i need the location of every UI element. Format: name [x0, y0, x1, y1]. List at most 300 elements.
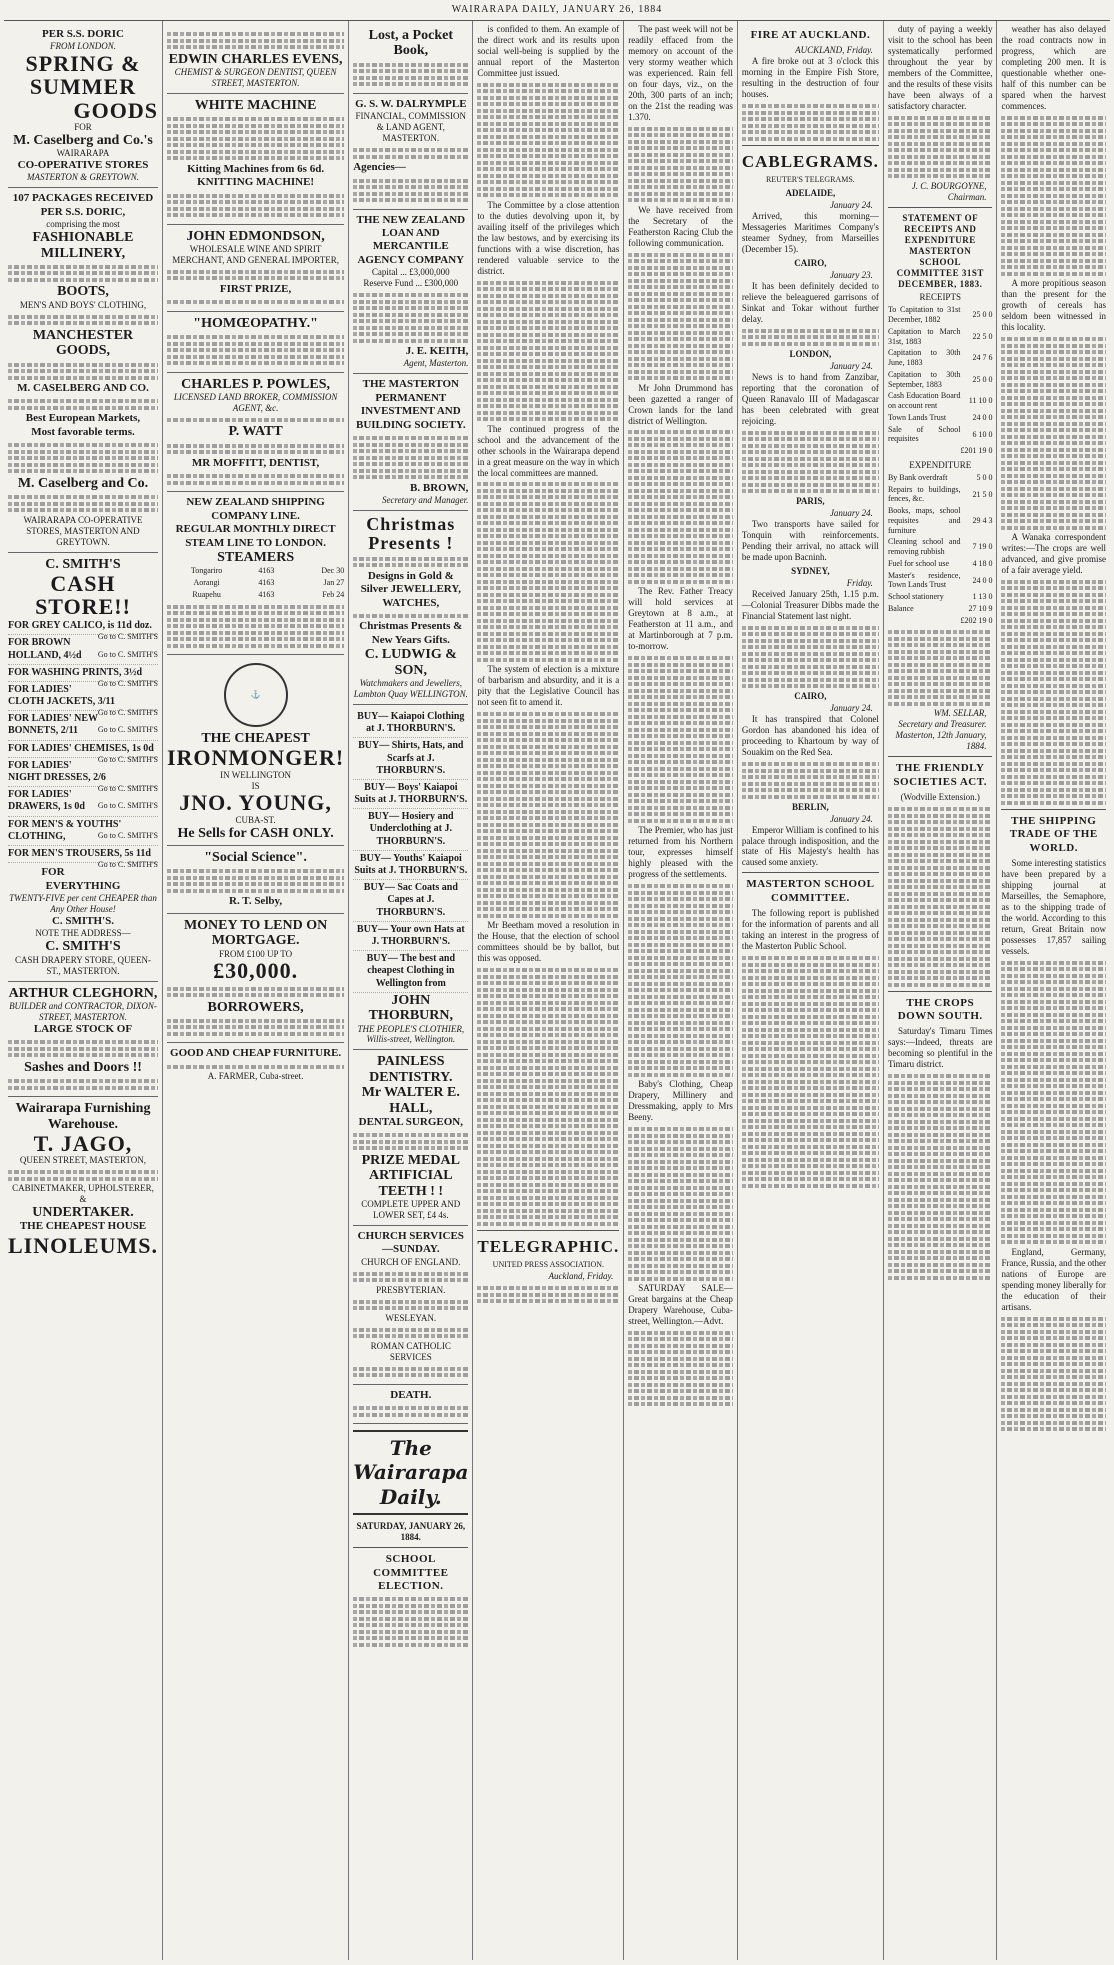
- text-block: [353, 436, 468, 479]
- evens-ad: [167, 24, 344, 94]
- text-block: [628, 1331, 733, 1407]
- smith-items: [8, 618, 158, 870]
- church-name: ROMAN CATHOLIC SERVICES: [370, 1340, 451, 1362]
- smith-item: FOR WASHING PRINTS, 3½d Go to C. SMITH'S: [8, 666, 158, 688]
- evens-sub: CHEMIST & SURGEON DENTIST, QUEEN STREET, MASTERTON.: [174, 66, 337, 88]
- powles-name: CHARLES P. POWLES,: [181, 376, 331, 392]
- text-block: [628, 253, 733, 381]
- text-block: [167, 869, 344, 893]
- edmondson-name: JOHN EDMONDSON,: [186, 228, 325, 244]
- dateline: AUCKLAND, Friday.: [795, 45, 873, 56]
- moffitt-name: MR MOFFITT, DENTIST,: [191, 456, 320, 469]
- permanent-ad: [353, 374, 468, 511]
- expenditure-table: [888, 472, 993, 627]
- ship-title: PER S.S. DORIC: [42, 28, 124, 40]
- column-1: [4, 21, 163, 1960]
- dateline: January 23.: [829, 270, 873, 281]
- text-block: [888, 116, 993, 179]
- manchester-heading: MANCHESTER GOODS,: [32, 327, 134, 359]
- article-paragraph: The Premier, who has just returned from his Northern tour, expresses himself highly pleased with the progress of the settlements.: [628, 825, 733, 880]
- cash-store-heading: CASH STORE!!: [35, 570, 131, 620]
- fashionable-heading: FASHIONABLE MILLINERY,: [32, 230, 134, 261]
- cheapest-heading: THE CHEAPEST: [201, 731, 310, 747]
- white-machine: WHITE MACHINE: [194, 97, 317, 113]
- brown-sub: Secretary and Manager.: [382, 494, 469, 505]
- text-block: [167, 270, 344, 281]
- text-block: [888, 1074, 993, 1280]
- article-paragraph: duty of paying a weekly visit to the school has been systematically performed throughout the year by members of the Committee, and the results of these visits have been always of a satisfactory character.: [887, 24, 993, 111]
- church-heading: CHURCH SERVICES—SUNDAY.: [357, 1230, 464, 1256]
- paper-masthead: [353, 1430, 468, 1515]
- article-paragraph: Mr Beetham moved a resolution in the House, that the election of school committees should be by ballot, but this was opposed.: [477, 920, 620, 964]
- divider: [888, 207, 993, 208]
- edmondson-sub: WHOLESALE WINE AND SPIRIT MERCHANT, AND GENERAL IMPORTER,: [172, 243, 339, 265]
- buy-line: BUY— Youths' Kaiapoi Suits at J. THORBURN'S.: [353, 851, 468, 880]
- novelties-line: Designs in Gold & Silver JEWELLERY, WATCHES,: [360, 569, 462, 609]
- table-row: [888, 615, 993, 627]
- church-name: PRESBYTERIAN.: [376, 1284, 446, 1295]
- sellar-sub: Secretary and Treasurer. Masterton, 12th January, 1884.: [895, 719, 987, 752]
- text-block: [8, 265, 158, 282]
- favorable-terms: Most favorable terms.: [31, 425, 135, 438]
- prize-medal: PRIZE MEDAL ARTIFICIAL TEETH ! !: [361, 1152, 460, 1199]
- text-block: [477, 482, 619, 662]
- sellar-name: WM. SELLAR,: [933, 708, 987, 719]
- article-paragraph: is confided to them. An example of the direct work and its results upon social well-being is supplied by the annual report of the Masterton Committee just issued.: [477, 24, 620, 78]
- text-block: [167, 32, 344, 49]
- thorburn-sub: THE PEOPLE'S CLOTHIER, Willis-street, Wellington.: [357, 1023, 465, 1045]
- homoeopathy-ad: [167, 312, 344, 373]
- steamers-heading: STEAMERS: [217, 549, 295, 565]
- boots-heading: BOOTS,: [57, 284, 109, 300]
- christmas-ad: [353, 511, 468, 705]
- text-block: [1001, 580, 1106, 805]
- cable-place: ADELAIDE,: [785, 188, 836, 199]
- divider: [353, 1547, 468, 1548]
- text-block: [742, 104, 879, 141]
- cable-place: BERLIN,: [792, 801, 829, 812]
- dateline: Friday.: [846, 577, 873, 588]
- text-block: [742, 762, 879, 799]
- text-block: [353, 1328, 468, 1339]
- homoeopathy-heading: "HOMŒOPATHY.": [193, 315, 318, 331]
- smith-item: FOR LADIES' NEW BONNETS, 2/11 Go to C. SMITH'S: [8, 711, 158, 740]
- packages-ad: [8, 188, 158, 552]
- divider: [888, 991, 993, 992]
- text-block: [742, 956, 879, 1188]
- article-paragraph: A Wanaka correspondent writes:—The crops are well advanced, and give promise of a fair average yield.: [1001, 532, 1106, 575]
- death-heading: DEATH.: [390, 1388, 432, 1401]
- boots-sub: MEN'S AND BOYS' CLOTHING,: [19, 299, 147, 310]
- text-block: [167, 335, 344, 365]
- article-paragraph: A fire broke out at 3 o'clock this morning in the Empire Fish Store, resulting in the destruction of four houses.: [741, 56, 879, 100]
- caselberg-co-3-sub: WAIRARAPA CO-OPERATIVE STORES, MASTERTON AND GREYTOWN.: [23, 514, 143, 547]
- text-block: [353, 293, 468, 343]
- expend-head: EXPENDITURE: [909, 459, 972, 470]
- text-block: [1001, 1317, 1106, 1432]
- steamship-title: NEW ZEALAND SHIPPING COMPANY LINE.: [186, 496, 325, 522]
- church-name: WESLEYAN.: [385, 1312, 437, 1323]
- keith-name: J. E. KEITH,: [405, 345, 469, 358]
- divider: [888, 756, 993, 757]
- table-row: Books, maps, school requisites and furniture 29 4 3: [887, 506, 993, 535]
- smith-item: FOR LADIES' CHEMISES, 1s 0d Go to C. SMITH'S: [8, 742, 158, 764]
- everything-label: FOR EVERYTHING: [41, 866, 121, 892]
- text-block: [353, 557, 468, 568]
- cuba-st: CUBA-ST.: [235, 814, 276, 825]
- furniture-heading: GOOD AND CHEAP FURNITURE.: [170, 1047, 342, 1060]
- table-row: Tongariro 4163 Dec 30: [190, 566, 345, 576]
- smith-name-3: C. SMITH'S: [45, 939, 121, 955]
- death-notice: [353, 1385, 468, 1424]
- text-block: [888, 807, 993, 987]
- telegraph-heading: TELEGRAPHIC.: [477, 1236, 620, 1256]
- cooperative-label: CO-OPERATIVE STORES: [17, 158, 149, 171]
- expend-total: £202 19 0: [960, 615, 993, 625]
- smith-item: FOR LADIES' CLOTH JACKETS, 3/11 Go to C. SMITH'S: [8, 683, 158, 718]
- sailings-table: [167, 565, 344, 600]
- receipts-head: RECEIPTS: [919, 292, 961, 303]
- thorburn-name: JOHN THORBURN,: [368, 992, 453, 1024]
- article-paragraph: The system of election is a mixture of barbarism and absurdity, and it is a pity that the Legislative Council has not seen fit to amend it.: [477, 664, 620, 708]
- text-block: [167, 474, 344, 485]
- text-block: [167, 444, 344, 455]
- election-heading: SCHOOL COMMITTEE ELECTION.: [373, 1553, 449, 1592]
- cable-place: CAIRO,: [794, 258, 827, 269]
- note-address: NOTE THE ADDRESS—: [35, 928, 131, 939]
- column-8: [997, 21, 1110, 1960]
- text-block: [742, 626, 879, 689]
- christmas-heading: Christmas Presents !: [366, 513, 456, 553]
- dalrymple-ad: [353, 94, 468, 210]
- article-paragraph: England, Germany, France, Russia, and the other nations of Europe are spending money liberally for the education of their artisans.: [1001, 1246, 1106, 1312]
- ironmonger-heading: IRONMONGER!: [166, 745, 345, 771]
- article-paragraph: SATURDAY SALE—Great bargains at the Cheap Drapery Warehouse, Cuba-street, Wellington.—Advt.: [628, 1283, 733, 1326]
- table-row: Capitation to 30th September, 1883 25 0 0: [887, 369, 993, 389]
- text-block: [353, 1597, 468, 1647]
- telegraph-sub: UNITED PRESS ASSOCIATION.: [492, 1260, 605, 1270]
- text-block: [167, 300, 344, 304]
- crops-heading: THE CROPS DOWN SOUTH.: [897, 996, 983, 1022]
- wairarapa-label: WAIRARAPA: [56, 148, 110, 159]
- article-paragraph: The following report is published for the information of parents and all taking an interest in the progress of the Masterton Public School.: [741, 908, 879, 952]
- table-row: Sale of School requisites 6 10 0: [887, 424, 993, 444]
- furnishing-heading: Wairarapa Furnishing Warehouse.: [15, 1101, 151, 1132]
- masterton-committee-heading: MASTERTON SCHOOL COMMITTEE.: [746, 878, 875, 904]
- text-block: [353, 179, 468, 203]
- social-science-ad: [167, 846, 344, 914]
- cable-place: LONDON,: [789, 348, 832, 359]
- powles-ad: [167, 373, 344, 493]
- amount-label: £30,000.: [213, 958, 299, 984]
- cable-place: SYDNEY,: [791, 565, 830, 576]
- text-block: [477, 83, 619, 198]
- text-block: [167, 987, 344, 998]
- ironmonger-ad: [167, 655, 344, 846]
- text-block: [8, 363, 158, 380]
- painless-heading: PAINLESS DENTISTRY.: [369, 1054, 453, 1085]
- cable-text: Two transports have sailed for Tonquin with reinforcements. Pending their arrival, no attack will be made upon Bacninh.: [741, 519, 879, 562]
- divider: [742, 872, 879, 873]
- church-name: CHURCH OF ENGLAND.: [361, 1256, 461, 1267]
- text-block: [1001, 337, 1106, 530]
- article-paragraph: Some interesting statistics have been prepared by a shipping journal at Marseilles, the Semaphore, as to the shipping trade of the world. According to this return, Great Britain now possesses 17,857 sailing vessels.: [1001, 858, 1106, 956]
- ludwig-sub: Watchmakers and Jewellers, Lambton Quay WELLINGTON.: [353, 678, 468, 699]
- article-paragraph: A more propitious season than the present for the growth of cereals has seldom been witnessed in this locality.: [1001, 278, 1106, 333]
- smith-item: FOR BROWN HOLLAND, 4½d Go to C. SMITH'S: [8, 635, 158, 664]
- edmondson-ad: [167, 225, 344, 312]
- text-block: [8, 443, 158, 473]
- jago-ad: [8, 1097, 158, 1261]
- new-years-line: Christmas Presents & New Years Gifts.: [359, 620, 463, 646]
- signature: J. C. BOURGOYNE, Chairman.: [911, 180, 987, 202]
- table-row: Ruapehu 4163 Feb 24: [192, 589, 345, 599]
- drapery-store: CASH DRAPERY STORE, QUEEN-ST., MASTERTON.: [14, 954, 151, 976]
- text-block: [477, 968, 619, 1226]
- reserve-line: Reserve Fund ... £300,000: [363, 278, 459, 289]
- cleghorn-ad: [8, 982, 158, 1098]
- text-block: [353, 1272, 468, 1283]
- cable-text: News is to hand from Zanzibar, reporting that the coronation of Queen Ranavalo III of Madagascar has been celebrated with great rejoicing.: [741, 371, 879, 426]
- caselberg-co-2: M. CASELBERG AND CO.: [17, 382, 149, 395]
- article-paragraph: weather has also delayed the road contracts now in progress, which are completing 200 men. It is questionable whether one-half of this number can be spared when the harvest commences.: [1001, 24, 1106, 111]
- cable-text: Emperor William is confined to his palace through indisposition, and the state of His Majesty's health has caused some anxiety.: [741, 824, 879, 868]
- cable-text: It has transpired that Colonel Gordon has abandoned his idea of proceeding to Khartoum by way of Souakim on the Red Sea.: [741, 714, 879, 758]
- fire-heading: FIRE AT AUCKLAND.: [750, 29, 871, 41]
- lost-ad: [353, 24, 468, 94]
- text-block: [353, 1367, 468, 1378]
- buy-line: BUY— Kaiapoi Clothing at J. THORBURN'S.: [353, 709, 468, 738]
- dalrymple-sub: FINANCIAL, COMMISSION & LAND AGENT, MASTERTON.: [355, 111, 467, 144]
- text-block: [477, 1286, 619, 1303]
- column-7: [884, 21, 998, 1960]
- cable-place: CAIRO,: [794, 691, 827, 702]
- cash-only: He Sells for CASH ONLY.: [177, 825, 334, 841]
- article-paragraph: The Committee by a close attention to the duties devolving upon it, by availing itself of the privileges which the law bestows, and by exercising its functions with a wise discretion, has rendered valuable service to the district.: [477, 199, 620, 276]
- smith-item: FOR LADIES' DRAWERS, 1s 0d Go to C. SMITH'S: [8, 787, 158, 816]
- text-block: [8, 1079, 158, 1090]
- ludwig-name: C. LUDWIG & SON,: [364, 647, 457, 678]
- spring-heading: SPRING &: [25, 51, 141, 77]
- table-row: School stationery 1 13 0: [887, 592, 993, 602]
- table-row: Repairs to buildings, fences, &c. 21 5 0: [887, 484, 993, 504]
- buy-line: BUY— Your own Hats at J. THORBURN'S.: [353, 922, 468, 951]
- agencies-label: Agencies—: [353, 161, 406, 174]
- table-row: By Bank overdraft 5 0 0: [887, 472, 993, 482]
- comprising-label: comprising the most: [46, 219, 120, 230]
- jno-young: JNO. YOUNG,: [179, 790, 332, 816]
- kitting-line: Kitting Machines from 6s 6d.: [187, 162, 325, 175]
- text-block: [167, 1019, 344, 1036]
- selby-name: R. T. Selby,: [229, 895, 283, 908]
- article-paragraph: Baby's Clothing, Cheap Drapery, Millinery and Dressmaking, apply to Mrs Beeny.: [628, 1079, 733, 1123]
- watt-name: P. WATT: [228, 424, 283, 440]
- paper-date: SATURDAY, JANUARY 26, 1884.: [356, 1521, 466, 1543]
- cable-text: Arrived, this morning—Messageries Maritimes Company's steamer Sydney, from Marseilles (December 15).: [741, 211, 879, 255]
- borrowers-label: BORROWERS,: [207, 999, 304, 1015]
- column-5: [624, 21, 738, 1960]
- nz-loan-title: THE NEW ZEALAND LOAN AND MERCANTILE AGENCY COMPANY: [356, 213, 466, 266]
- thorburn-ad: [353, 705, 468, 1050]
- column-4: [473, 21, 624, 1960]
- table-row: Capitation to March 31st, 1883 22 5 0: [887, 326, 993, 346]
- cheapest-house: THE CHEAPEST HOUSE: [19, 1220, 147, 1233]
- text-block: [742, 431, 879, 494]
- smith-item: FOR LADIES' NIGHT DRESSES, 2/6 Go to C. SMITH'S: [8, 759, 158, 794]
- receipts-total: £201 19 0: [960, 446, 993, 456]
- text-block: [8, 1170, 158, 1181]
- dateline: January 24.: [829, 200, 873, 211]
- cleghorn-sub: BUILDER and CONTRACTOR, DIXON-STREET, MASTERTON.: [9, 1001, 157, 1022]
- table-row: Capitation to 30th June, 1883 24 7 6: [887, 348, 993, 368]
- best-markets: Best European Markets,: [25, 412, 141, 425]
- buy-line: BUY— Shirts, Hats, and Scarfs at J. THORBURN'S.: [353, 738, 468, 780]
- smith-name: C. SMITH'S: [45, 556, 121, 572]
- buy-line: BUY— Sac Coats and Capes at J. THORBURN'S.: [353, 880, 468, 922]
- caselberg-co-3: M. Caselberg and Co.: [17, 475, 149, 491]
- text-block: [353, 1133, 468, 1150]
- table-row: [888, 445, 993, 457]
- text-block: [628, 884, 733, 1077]
- hall-name: Mr WALTER E. HALL,: [361, 1085, 460, 1116]
- table-row: Fuel for school use 4 18 0: [887, 558, 993, 568]
- text-block: [888, 630, 993, 706]
- text-block: [8, 1040, 158, 1057]
- dateline: January 24.: [829, 508, 873, 519]
- for-label: FOR: [74, 121, 92, 132]
- social-heading: "Social Science".: [204, 849, 307, 865]
- towns-label: MASTERTON & GREYTOWN.: [27, 172, 139, 183]
- furniture-ad: [167, 1043, 344, 1086]
- text-block: [1001, 961, 1106, 1245]
- ship-sub: FROM LONDON.: [49, 41, 116, 52]
- caselberg-name: M. Caselberg and Co.'s: [13, 132, 153, 148]
- dateline: Auckland, Friday.: [548, 1271, 614, 1282]
- article-paragraph: Saturday's Timaru Times says:—Indeed, threats are becoming so plentiful in the Timaru district.: [887, 1026, 993, 1070]
- cablegrams-sub: REUTER'S TELEGRAMS.: [765, 175, 855, 185]
- text-block: [167, 605, 344, 648]
- smith-item: FOR GREY CALICO, is 11d doz. Go to C. SMITH'S: [8, 620, 158, 642]
- statement-heading: STATEMENT OF RECEIPTS AND EXPENDITURE MASTERTON SCHOOL COMMITTEE 31ST DECEMBER, 1883.: [896, 212, 984, 289]
- dalrymple-name: G. S. W. DALRYMPLE: [355, 97, 467, 110]
- smith-item: FOR MEN'S TROUSERS, 5s 11d Go to C. SMITH'S: [8, 847, 158, 870]
- brown-name: B. BROWN,: [410, 481, 469, 494]
- article-paragraph: The continued progress of the school and the advancement of the other schools in the Wairarapa depend in a great measure on the way in which the local committees are manned.: [477, 423, 620, 478]
- divider: [477, 1230, 619, 1231]
- summer-heading: SUMMER: [29, 74, 137, 100]
- shipping-company-ad: [167, 492, 344, 655]
- receipts-table: [888, 304, 993, 457]
- text-block: [628, 656, 733, 823]
- text-block: [353, 63, 468, 87]
- table-row: Cleaning school and removing rubbish 7 19 0: [887, 537, 993, 557]
- text-block: [353, 1406, 468, 1417]
- knitting-heading: KNITTING MACHINE!: [197, 176, 315, 189]
- cleghorn-name: ARTHUR CLEGHORN,: [8, 985, 158, 1001]
- table-row: Master's residence, Town Lands Trust 24 0 0: [887, 570, 993, 590]
- evens-name: EDWIN CHARLES EVENS,: [168, 51, 343, 67]
- cablegrams-heading: CABLEGRAMS.: [741, 151, 879, 171]
- text-block: [353, 614, 468, 618]
- table-row: Aorangi 4163 Jan 27: [193, 578, 345, 588]
- text-block: [477, 712, 619, 918]
- text-block: [167, 117, 344, 160]
- cable-text: It has been definitely decided to relieve the beleaguered garrisons of Sinkat and Tokar without further delay.: [741, 280, 879, 324]
- cable-text: Received January 25th, 1.15 p.m.—Colonial Treasurer Dibbs made the Financial Statement last night.: [741, 588, 879, 621]
- article-paragraph: The Rev. Father Treacy will hold services at Greytown at 8 a.m., at Featherston at 11 a.m., and at Martinborough at 7 p.m. to-morrow.: [628, 586, 733, 652]
- first-prize: FIRST PRIZE,: [219, 282, 292, 295]
- dateline: January 24.: [829, 813, 873, 824]
- monthly-line: REGULAR MONTHLY DIRECT STEAM LINE TO LONDON.: [175, 523, 336, 549]
- text-block: [8, 399, 158, 410]
- smith-name-2: C. SMITH'S.: [51, 914, 115, 927]
- divider: [742, 145, 879, 146]
- jago-name: T. JAGO,: [33, 1131, 133, 1157]
- text-block: [167, 1065, 344, 1069]
- cable-place: PARIS,: [796, 496, 825, 507]
- newspaper-page: [4, 20, 1110, 1960]
- text-block: [628, 430, 733, 584]
- from-label: FROM £100 UP TO: [219, 948, 293, 959]
- column-3: [349, 21, 473, 1960]
- money-ad: [167, 914, 344, 1044]
- text-block: [628, 127, 733, 203]
- article-paragraph: The past week will not be readily effaced from the memory on account of the very stormy weather which was experienced. Rain fell on four days, viz., on the 20th, 300 parts of an inch; on the 21st the reading was 1.370.: [628, 24, 733, 122]
- in-wellington: IN WELLINGTON: [220, 769, 292, 780]
- text-block: [742, 329, 879, 346]
- dentistry-ad: [353, 1050, 468, 1226]
- text-block: [8, 495, 158, 512]
- text-block: [8, 315, 158, 326]
- article-paragraph: We have received from the Secretary of the Featherston Racing Club the following communication.: [628, 204, 733, 248]
- undertaker-label: UNDERTAKER.: [32, 1205, 134, 1221]
- teeth-sub: COMPLETE UPPER AND LOWER SET, £4 4s.: [361, 1199, 461, 1221]
- money-heading: MONEY TO LEND ON MORTGAGE.: [183, 917, 328, 949]
- farmer-name: A. FARMER, Cuba-street.: [207, 1071, 304, 1082]
- machine-ad: [167, 94, 344, 225]
- dateline: January 24.: [829, 360, 873, 371]
- text-block: [628, 1127, 733, 1281]
- powles-sub: LICENSED LAND BROKER, COMMISSION AGENT, &c.: [173, 392, 338, 414]
- text-block: [477, 281, 619, 422]
- keith-sub: Agent, Masterton.: [403, 358, 469, 369]
- buy-line: BUY— Boys' Kaiapoi Suits at J. THORBURN'S.: [353, 780, 468, 809]
- column-6: [738, 21, 884, 1960]
- divider: [1001, 809, 1106, 810]
- text-block: [353, 148, 468, 159]
- capital-line: Capital ... £3,000,000: [371, 267, 450, 278]
- smith-item: FOR MEN'S & YOUTHS' CLOTHING, Go to C. SMITH'S: [8, 817, 158, 846]
- packages-title: 107 PACKAGES RECEIVED PER S.S. DORIC,: [12, 192, 154, 218]
- ironmonger-seal-icon: ⚓: [224, 663, 288, 727]
- paper-title: The Wairarapa Daily.: [353, 1436, 469, 1509]
- text-block: [167, 194, 344, 218]
- column-2: [163, 21, 349, 1960]
- is-label: IS: [251, 780, 260, 791]
- jago-sub: QUEEN STREET, MASTERTON,: [19, 1155, 147, 1166]
- large-stock: LARGE STOCK OF: [33, 1022, 133, 1035]
- smith-ad: [8, 553, 158, 982]
- buy-line: BUY— The best and cheapest Clothing in Wellington from: [353, 951, 468, 993]
- table-row: Balance 27 10 9: [887, 603, 993, 613]
- text-block: [353, 1300, 468, 1311]
- dateline: January 24.: [829, 703, 873, 714]
- text-block: [1001, 116, 1106, 276]
- text-block: [167, 418, 344, 422]
- linoleums-heading: LINOLEUMS.: [8, 1232, 158, 1258]
- twenty-five-label: TWENTY-FIVE per cent CHEAPER than Any Other House!: [9, 892, 157, 914]
- friendly-sub: (Wodville Extension.): [900, 792, 980, 803]
